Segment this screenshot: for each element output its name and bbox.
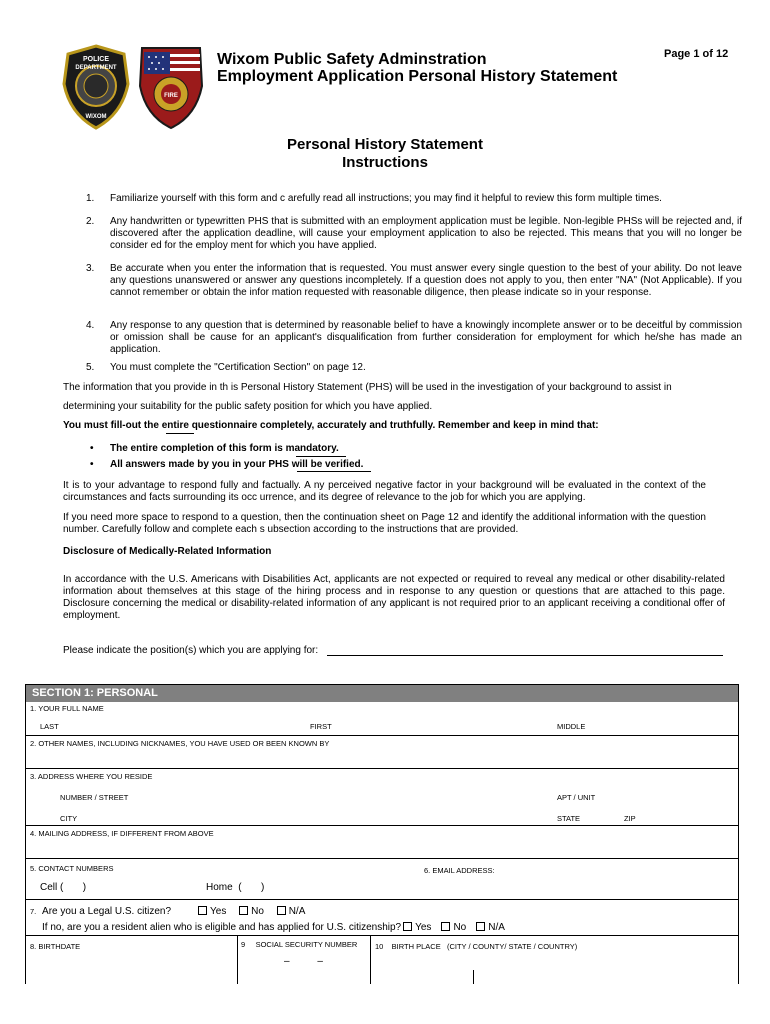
page-indicator: Page 1 of 12 — [664, 48, 729, 60]
q2-other-names-label: 2. OTHER NAMES, INCLUDING NICKNAMES, YOU HAVE USED OR BEEN KNOWN BY — [30, 739, 330, 748]
q10-birthplace-label: 10 BIRTH PLACE (CITY / COUNTY/ STATE / COUNTRY) — [375, 942, 578, 951]
must-fill-statement: You must fill-out the entire questionnaire completely, accurately and truthfully. Remember and keep in mind that: — [63, 420, 599, 431]
zip-label: ZIP — [624, 814, 636, 823]
bullet-item-2 — [90, 459, 363, 470]
bullet-text: All answers made by you in your PHS will be verified. — [110, 459, 364, 470]
bullet-item-1 — [90, 443, 339, 454]
instruction-number: 4. — [86, 320, 95, 331]
bullet-dot: • — [90, 443, 94, 454]
sub-na-checkbox[interactable] — [476, 922, 485, 931]
mandatory-underline — [296, 456, 346, 457]
q3-address-label: 3. ADDRESS WHERE YOU RESIDE — [30, 772, 153, 781]
verified-underline — [297, 471, 371, 472]
position-input-line[interactable] — [327, 655, 723, 656]
q1-full-name-label: 1. YOUR FULL NAME — [30, 704, 104, 713]
instruction-number: 2. — [86, 216, 95, 227]
row-divider — [25, 899, 739, 900]
svg-text:FIRE: FIRE — [164, 93, 178, 99]
q8-birthdate-label: 8. BIRTHDATE — [30, 942, 81, 951]
page-title-line2: Instructions — [342, 154, 428, 171]
yes-label: Yes — [210, 906, 227, 917]
instruction-1 — [86, 193, 746, 205]
header-title-line1: Wixom Public Safety Adminstration — [217, 51, 487, 68]
sub-no-label: No — [453, 922, 467, 933]
state-label: STATE — [557, 814, 581, 823]
no-checkbox[interactable] — [239, 906, 248, 915]
column-divider — [473, 970, 474, 984]
instruction-2 — [86, 216, 746, 252]
last-name-label: LAST — [40, 722, 59, 731]
row-divider — [25, 735, 739, 736]
instruction-3 — [86, 263, 746, 311]
first-name-label: FIRST — [310, 722, 332, 731]
home-phone-field[interactable]: Home ( ) — [206, 882, 265, 893]
bullet-dot: • — [90, 459, 94, 470]
instruction-text: You must complete the "Certification Section" on page 12. — [110, 362, 366, 373]
instruction-4 — [86, 320, 746, 356]
sub-yes-checkbox[interactable] — [403, 922, 412, 931]
instruction-number: 3. — [86, 263, 95, 274]
sub-na-label: N/A — [488, 922, 505, 933]
row-divider — [25, 825, 739, 826]
disclosure-paragraph: In accordance with the U.S. Americans with Disabilities Act, applicants are not expected or required to reveal any medical or other disability-related information about themselves at this stage of the hiring process and in response to any question or questions that are attached to this page. Disclosure concerning the medical or disability-related information of any applicant is not required prior to an applicant receiving a conditional offer of employment. — [63, 574, 725, 621]
info-paragraph-line1: The information that you provide in th is Personal History Statement (PHS) will be used in the investigation of your background to assist in — [63, 382, 672, 393]
instruction-text: Familiarize yourself with this form and c arefully read all instructions; you may find it helpful to review this form multiple times. — [110, 193, 662, 204]
q5-contact-numbers-label: 5. CONTACT NUMBERS — [30, 864, 114, 873]
cell-phone-field[interactable]: Cell ( ) — [40, 882, 87, 893]
na-label: N/A — [288, 906, 306, 917]
city-label: CITY — [60, 814, 78, 823]
column-divider — [370, 935, 371, 984]
page-title — [0, 136, 770, 172]
na-checkbox[interactable] — [277, 906, 286, 915]
q6-email-label: 6. EMAIL ADDRESS: — [424, 866, 495, 875]
number-street-label: NUMBER / STREET — [60, 793, 129, 802]
middle-name-label: MIDDLE — [557, 722, 586, 731]
sub-no-checkbox[interactable] — [441, 922, 450, 931]
row-divider — [25, 935, 739, 936]
sub-yes-label: Yes — [415, 922, 432, 933]
police-badge-logo — [62, 44, 130, 130]
q7-sub-row — [42, 922, 505, 933]
ssn-dashes[interactable]: – – — [284, 956, 323, 967]
disclosure-heading: Disclosure of Medically-Related Information — [63, 546, 272, 557]
q7-citizen-row — [30, 906, 171, 917]
no-label: No — [251, 906, 264, 917]
fire-badge-logo — [136, 44, 206, 130]
advantage-paragraph: It is to your advantage to respond fully and factually. A ny perceived negative factor in your background will be evaluated in the context of the circumstances and facts surrounding its occ urrence, and its degree of relevance to the job for which you are applying. — [63, 480, 706, 503]
q9-ssn-label: 9 SOCIAL SECURITY NUMBER — [241, 940, 358, 949]
row-divider — [25, 858, 739, 859]
bullet-text: The entire completion of this form is mandatory. — [110, 443, 339, 454]
svg-text:POLICE: POLICE — [82, 56, 110, 63]
column-divider — [237, 935, 238, 984]
q7-question: Are you a Legal U.S. citizen? — [42, 906, 172, 917]
position-prompt: Please indicate the position(s) which you are applying for: — [63, 645, 319, 656]
apt-unit-label: APT / UNIT — [557, 793, 596, 802]
instruction-text: Any handwritten or typewritten PHS that is submitted with an employment application must be legible. Non-legible PHSs will be rejected and, if discovered after the application deadline, will cause your employment application to also be rejected. This means that you will no longer be consider ed for the employ ment for which you have applied. — [110, 216, 742, 251]
instruction-text: Any response to any question that is determined by reasonable belief to have a knowingly incomplete answer or to be deceitful by commission or omission shall be cause for an applicant's disqualification from further consideration for employment for which he/she has made an application. — [110, 320, 742, 355]
q7-sub-question: If no, are you a resident alien who is eligible and has applied for U.S. citizenship? — [42, 922, 402, 933]
section1-header: SECTION 1: PERSONAL — [26, 685, 738, 702]
q4-mailing-address-label: 4. MAILING ADDRESS, IF DIFFERENT FROM ABOVE — [30, 829, 214, 838]
instruction-text: Be accurate when you enter the information that is requested. You must answer every single question to the best of your ability. Do not leave any questions unanswered or answer any questions incompletely. If a question does not apply to you, then enter "NA" (Not Applicable). If you cannot remember or obtain the infor mation requested with reasonable diligence, then please indicate so in your response. — [110, 263, 742, 298]
entire-underline — [166, 433, 194, 434]
q7-number: 7. — [30, 907, 37, 916]
space-paragraph: If you need more space to respond to a question, then the continuation sheet on Page 12 and identify the additional information with the question number. Carefully follow and complete each s ubsection according to the instructions that are provided. — [63, 512, 706, 535]
page-title-line1: Personal History Statement — [287, 136, 483, 153]
instruction-5 — [86, 362, 746, 374]
instruction-number: 1. — [86, 193, 95, 204]
info-paragraph-line2: determining your suitability for the public safety position for which you have applied. — [63, 401, 433, 412]
svg-text:WIXOM: WIXOM — [85, 114, 107, 120]
q7-options — [198, 906, 305, 917]
instruction-number: 5. — [86, 362, 95, 373]
svg-text:DEPARTMENT: DEPARTMENT — [75, 65, 117, 71]
header-title-line2: Employment Application Personal History Statement — [217, 68, 618, 85]
row-divider — [25, 768, 739, 769]
yes-checkbox[interactable] — [198, 906, 207, 915]
